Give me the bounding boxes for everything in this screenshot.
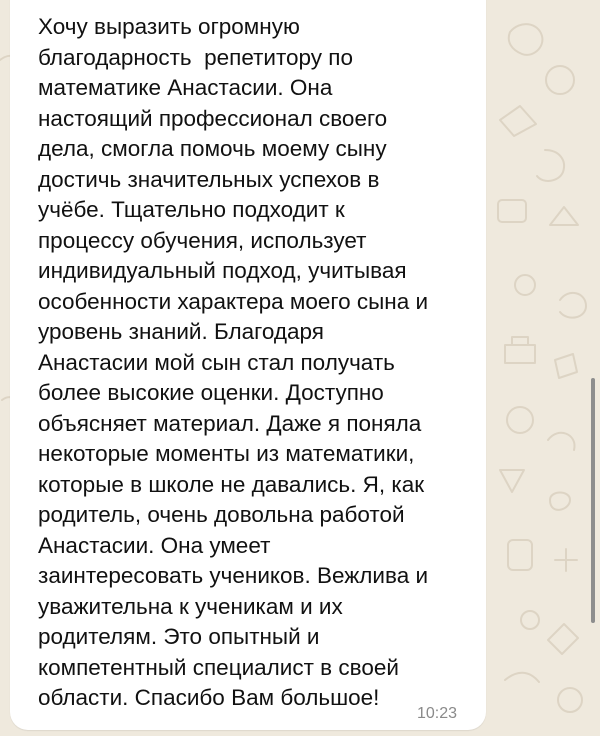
message-line: благодарность репетитору по	[38, 44, 353, 70]
message-line: Анастасии. Она умеет	[38, 532, 271, 558]
message-line: родителям. Это опытный и	[38, 624, 320, 649]
message-line: математике Анастасии. Она	[38, 75, 333, 100]
scrollbar-thumb[interactable]	[591, 378, 595, 623]
message-line: уровень знаний. Благодаря	[38, 319, 324, 344]
message-line: Анастасии мой сын стал получать	[38, 349, 395, 375]
message-timestamp: 10:23	[417, 705, 458, 722]
message-line: объясняет материал. Даже я поняла	[38, 410, 422, 436]
message-text	[38, 12, 478, 714]
message-line: родитель, очень довольна работой	[38, 502, 405, 527]
message-line: области. Спасибо Вам большое!	[38, 685, 380, 710]
message-line: учёбе. Тщательно подходит к	[38, 197, 345, 222]
message-line: особенности характера моего сына и	[38, 288, 429, 314]
message-line: Хочу выразить огромную	[38, 14, 300, 39]
message-line: некоторые моменты из математики,	[38, 441, 415, 466]
message-line: настоящий профессионал своего	[38, 105, 388, 131]
message-line: дела, смогла помочь моему сыну	[38, 136, 387, 161]
message-line: достичь значительных успехов в	[38, 166, 380, 192]
message-line: индивидуальный подход, учитывая	[38, 258, 407, 283]
message-line: процессу обучения, использует	[38, 227, 367, 253]
message-line: заинтересовать учеников. Вежлива и	[38, 563, 429, 588]
message-line: уважительна к ученикам и их	[38, 593, 343, 619]
message-line: которые в школе не давались. Я, как	[38, 471, 425, 497]
message-line: компетентный специалист в своей	[38, 654, 399, 680]
message-line: более высокие оценки. Доступно	[38, 380, 384, 405]
